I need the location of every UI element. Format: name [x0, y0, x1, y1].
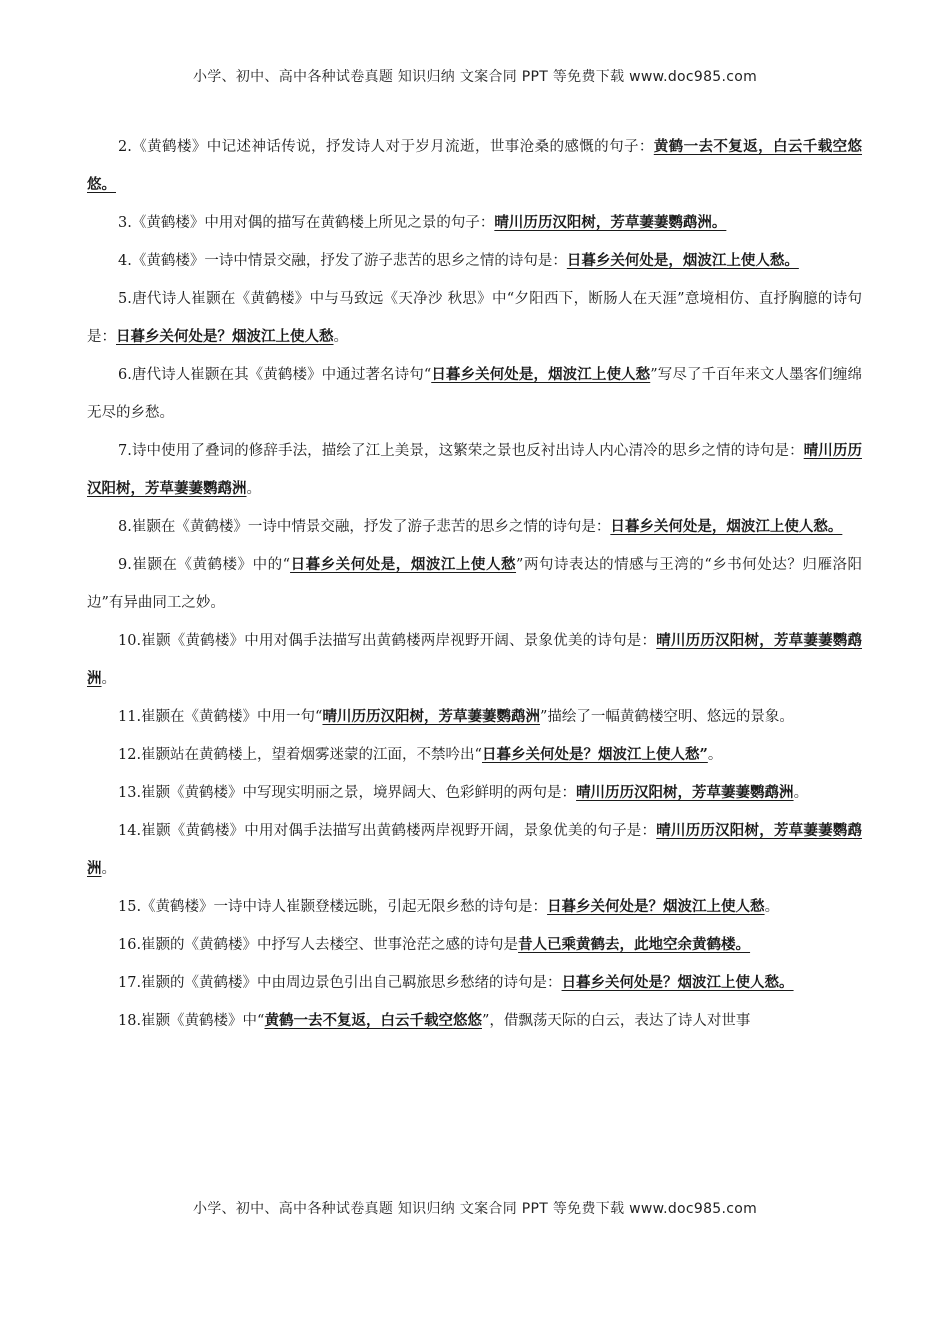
list-item: 7.诗中使用了叠词的修辞手法，描绘了江上美景，这繁荣之景也反衬出诗人内心清冷的思乡之情的诗句是：晴川历历汉阳树，芳草萋萋鹦鹉洲。: [87, 442, 862, 497]
answer: 日暮乡关何处是？烟波江上使人愁: [547, 898, 765, 915]
list-item: 14.崔颢《黄鹤楼》中用对偶手法描写出黄鹤楼两岸视野开阔，景象优美的句子是：晴川历历汉阳树，芳草萋萋鹦鹉洲。: [87, 822, 863, 877]
list-item: 12.崔颢站在黄鹤楼上，望着烟雾迷蒙的江面，不禁吟出“日暮乡关何处是？烟波江上使人愁”。: [118, 746, 723, 763]
answer: 晴川历历汉阳树，芳草萋萋鹦鹉洲: [322, 708, 540, 725]
list-item: 16.崔颢的《黄鹤楼》中抒写人去楼空、世事沧茫之感的诗句是昔人已乘黄鹤去，此地空余黄鹤楼。: [118, 936, 751, 953]
answer: 晴川历历汉阳树，芳草萋萋鹦鹉洲。: [494, 214, 727, 231]
answer: 昔人已乘黄鹤去，此地空余黄鹤楼。: [518, 936, 751, 953]
answer: 黄鹤一去不复返，白云千载空悠悠: [264, 1012, 482, 1029]
answer: 晴川历历汉阳树，芳草萋萋鹦鹉洲: [87, 822, 863, 877]
list-item: 6.唐代诗人崔颢在其《黄鹤楼》中通过著名诗句“日暮乡关何处是，烟波江上使人愁”写尽了千百年来文人墨客们缠绵无尽的乡愁。: [87, 366, 862, 421]
answer: 日暮乡关何处是？烟波江上使人愁”: [481, 746, 708, 763]
list-item: 10.崔颢《黄鹤楼》中用对偶手法描写出黄鹤楼两岸视野开阔、景象优美的诗句是：晴川历历汉阳树，芳草萋萋鹦鹉洲。: [87, 632, 863, 687]
answer: 日暮乡关何处是？烟波江上使人愁。: [561, 974, 794, 991]
list-item: 4.《黄鹤楼》一诗中情景交融，抒发了游子悲苦的思乡之情的诗句是：日暮乡关何处是，烟波江上使人愁。: [118, 252, 799, 269]
list-item: 8.崔颢在《黄鹤楼》一诗中情景交融，抒发了游子悲苦的思乡之情的诗句是：日暮乡关何处是，烟波江上使人愁。: [118, 518, 843, 535]
list-item: 3.《黄鹤楼》中用对偶的描写在黄鹤楼上所见之景的句子：晴川历历汉阳树，芳草萋萋鹦鹉洲。: [118, 214, 727, 231]
answer: 日暮乡关何处是，烟波江上使人愁。: [610, 518, 843, 535]
answer: 日暮乡关何处是，烟波江上使人愁: [431, 366, 651, 383]
answer: 日暮乡关何处是，烟波江上使人愁: [290, 556, 517, 573]
page-header: 小学、初中、高中各种试卷真题 知识归纳 文案合同 PPT 等免费下载 www.doc985.com: [192, 69, 758, 85]
list-item: 9.崔颢在《黄鹤楼》中的“日暮乡关何处是，烟波江上使人愁”两句诗表达的情感与王湾的“乡书何处达？归雁洛阳边”有异曲同工之妙。: [87, 556, 863, 611]
list-item: 13.崔颢《黄鹤楼》中写现实明丽之景，境界阔大、色彩鲜明的两句是：晴川历历汉阳树，芳草萋萋鹦鹉洲。: [118, 784, 809, 801]
answer: 日暮乡关何处是，烟波江上使人愁。: [566, 252, 799, 269]
list-item: 2.《黄鹤楼》中记述神话传说，抒发诗人对于岁月流逝，世事沧桑的感慨的句子：黄鹤一去不复返，白云千载空悠悠。: [87, 138, 862, 193]
list-item: 5.唐代诗人崔颢在《黄鹤楼》中与马致远《天净沙 秋思》中“夕阳西下，断肠人在天涯”意境相仿、直抒胸臆的诗句是：日暮乡关何处是？烟波江上使人愁。: [87, 291, 862, 345]
page-footer: 小学、初中、高中各种试卷真题 知识归纳 文案合同 PPT 等免费下载 www.doc985.com: [192, 1201, 758, 1217]
answer: 晴川历历汉阳树，芳草萋萋鹦鹉洲: [576, 784, 794, 801]
answer: 晴川历历汉阳树，芳草萋萋鹦鹉洲: [87, 442, 862, 497]
list-item: 17.崔颢的《黄鹤楼》中由周边景色引出自己羁旅思乡愁绪的诗句是：日暮乡关何处是？烟波江上使人愁。: [118, 974, 794, 991]
list-item: 15.《黄鹤楼》一诗中诗人崔颢登楼远眺，引起无限乡愁的诗句是：日暮乡关何处是？烟波江上使人愁。: [118, 898, 780, 915]
question-list: [87, 128, 862, 1040]
answer: 晴川历历汉阳树，芳草萋萋鹦鹉洲: [87, 632, 863, 687]
answer: 日暮乡关何处是？烟波江上使人愁: [116, 328, 334, 345]
list-item: 11.崔颢在《黄鹤楼》中用一句“晴川历历汉阳树，芳草萋萋鹦鹉洲”描绘了一幅黄鹤楼空明、悠远的景象。: [118, 708, 794, 725]
answer: 黄鹤一去不复返，白云千载空悠悠。: [87, 138, 862, 193]
list-item: 18.崔颢《黄鹤楼》中“黄鹤一去不复返，白云千载空悠悠”，借飘荡天际的白云，表达了诗人对世事: [118, 1012, 751, 1029]
